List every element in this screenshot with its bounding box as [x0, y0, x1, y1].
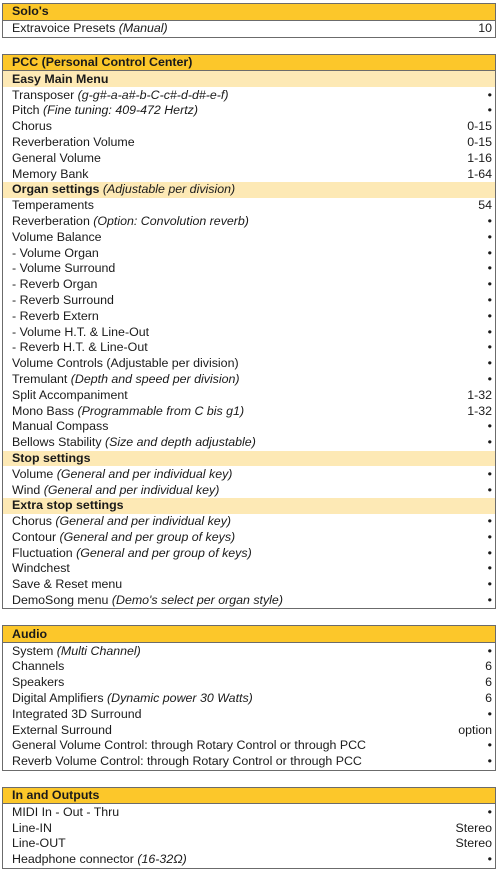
spec-label [3, 577, 250, 593]
feature-name: - Reverb Surround [12, 292, 114, 307]
subsection-header [3, 71, 496, 87]
feature-name: Transposer [12, 87, 78, 102]
feature-note: (g-g#-a-a#-b-C-c#-d-d#-e-f) [77, 87, 229, 102]
spec-label [3, 593, 283, 609]
feature-value: • [487, 308, 492, 323]
section-title: Solo's [3, 4, 496, 21]
feature-name: Windchest [12, 561, 70, 576]
spec-label [3, 435, 256, 451]
spec-row [3, 103, 496, 119]
feature-note: (Option: Convolution reverb) [93, 213, 249, 228]
spec-row [3, 754, 496, 770]
spec-table [2, 787, 496, 869]
feature-name: Contour [12, 529, 60, 544]
feature-value [249, 498, 496, 514]
feature-name: Reverb Volume Control: through Rotary Control or through PCC [12, 754, 362, 769]
spec-row [3, 820, 496, 836]
subsection-header [3, 451, 496, 467]
feature-name: Extravoice Presets [12, 21, 119, 36]
subsection-title: Extra stop settings [12, 498, 124, 513]
spec-label [3, 135, 250, 151]
feature-value: 10 [478, 21, 492, 36]
section-gap [2, 609, 496, 625]
spec-label [3, 372, 250, 388]
feature-value: • [487, 754, 492, 769]
spec-row [3, 804, 496, 820]
feature-name: Bellows Stability [12, 435, 105, 450]
spec-label [3, 166, 250, 182]
spec-label [3, 836, 250, 852]
spec-row [3, 356, 496, 372]
feature-name: Mono Bass [12, 403, 78, 418]
spec-row [3, 435, 496, 451]
feature-note: (General and per individual key) [56, 466, 233, 481]
feature-value: • [487, 277, 492, 292]
spec-label [3, 387, 250, 403]
spec-row [3, 166, 496, 182]
spec-label [3, 245, 250, 261]
spec-label [3, 214, 250, 230]
spec-row [3, 403, 496, 419]
feature-note: (General and per individual key) [43, 482, 220, 497]
feature-value: • [487, 292, 492, 307]
feature-name: - Volume Organ [12, 245, 99, 260]
feature-value [249, 182, 496, 198]
feature-value [249, 451, 496, 467]
feature-value: • [487, 643, 492, 658]
feature-value [249, 71, 496, 87]
feature-name: Line-IN [12, 820, 52, 835]
feature-value: 1-64 [467, 166, 492, 181]
spec-row [3, 229, 496, 245]
feature-value: • [487, 229, 492, 244]
feature-name: System [12, 643, 57, 658]
spec-label [3, 20, 250, 37]
section-title: PCC (Personal Control Center) [3, 54, 496, 71]
spec-label [3, 706, 250, 722]
feature-note: (Depth and speed per division) [70, 371, 240, 386]
feature-note: (Programmable from C bis g1) [77, 403, 245, 418]
spec-label [3, 293, 250, 309]
spec-label [3, 340, 250, 356]
feature-name: Headphone connector [12, 852, 138, 867]
spec-row [3, 659, 496, 675]
feature-value: • [487, 545, 492, 560]
spec-row [3, 852, 496, 868]
spec-label [3, 150, 250, 166]
feature-value: • [487, 804, 492, 819]
feature-name: External Surround [12, 722, 112, 737]
feature-note: (Demo's select per organ style) [111, 593, 283, 608]
feature-value: 6 [485, 691, 492, 706]
feature-name: Wind [12, 482, 44, 497]
spec-row [3, 277, 496, 293]
spec-label [3, 852, 250, 868]
section-title: In and Outputs [3, 787, 496, 804]
spec-label [3, 820, 250, 836]
feature-name: General Volume [12, 150, 101, 165]
feature-value: 6 [485, 675, 492, 690]
feature-name: Save & Reset menu [12, 577, 123, 592]
feature-name: - Volume H.T. & Line-Out [12, 324, 150, 339]
spec-row [3, 340, 496, 356]
feature-note: (General and per group of keys) [59, 529, 236, 544]
spec-label [3, 482, 250, 498]
feature-value: 1-16 [467, 150, 492, 165]
feature-value: • [487, 466, 492, 481]
feature-value: • [487, 561, 492, 576]
feature-note: (Adjustable per division) [102, 182, 236, 197]
spec-label [3, 356, 250, 372]
feature-name: Memory Bank [12, 166, 89, 181]
spec-row [3, 293, 496, 309]
spec-row [3, 119, 496, 135]
feature-name: Chorus [12, 514, 56, 529]
spec-row [3, 675, 496, 691]
feature-note: (Size and depth adjustable) [104, 435, 256, 450]
feature-name: - Volume Surround [12, 261, 116, 276]
spec-label [3, 466, 250, 482]
feature-value: 0-15 [467, 134, 492, 149]
spec-label [3, 659, 250, 675]
feature-value: • [487, 419, 492, 434]
feature-value: 0-15 [467, 119, 492, 134]
feature-value: option [458, 722, 492, 737]
spec-row [3, 214, 496, 230]
feature-note: (Manual) [118, 21, 168, 36]
section-header [3, 787, 496, 804]
feature-name: Integrated 3D Surround [12, 706, 142, 721]
spec-label [3, 691, 253, 707]
feature-value: Stereo [455, 836, 492, 851]
spec-table [2, 3, 496, 38]
spec-label [3, 403, 250, 419]
feature-value: 1-32 [467, 403, 492, 418]
feature-name: Reverberation Volume [12, 134, 135, 149]
feature-value: • [487, 593, 492, 608]
spec-row [3, 514, 496, 530]
spec-table [2, 54, 496, 610]
feature-name: Manual Compass [12, 419, 109, 434]
feature-name: Pitch [12, 103, 43, 118]
feature-name: Speakers [12, 675, 65, 690]
feature-name: - Reverb H.T. & Line-Out [12, 340, 148, 355]
subsection-title: Organ settings [12, 182, 103, 197]
subsection-header [3, 498, 496, 514]
feature-name: MIDI In - Out - Thru [12, 804, 120, 819]
section-title: Audio [3, 626, 496, 643]
feature-value: • [487, 213, 492, 228]
feature-value: • [487, 356, 492, 371]
subsection-title: Easy Main Menu [12, 71, 109, 86]
spec-label [3, 561, 250, 577]
spec-label [3, 675, 250, 691]
spec-label [3, 103, 250, 119]
feature-name: Volume [12, 466, 57, 481]
spec-table [2, 625, 496, 770]
feature-note: (Fine tuning: 409-472 Hertz) [43, 103, 198, 118]
spec-label [3, 419, 250, 435]
feature-name: - Reverb Extern [12, 308, 99, 323]
feature-note: (General and per individual key) [55, 514, 232, 529]
spec-label [3, 451, 250, 467]
spec-row [3, 372, 496, 388]
feature-value: • [487, 261, 492, 276]
spec-row [3, 722, 496, 738]
spec-label [3, 804, 250, 820]
feature-name: Channels [12, 659, 65, 674]
spec-label [3, 722, 250, 738]
spec-row [3, 135, 496, 151]
feature-value: 54 [478, 198, 492, 213]
spec-row [3, 324, 496, 340]
feature-value: • [487, 245, 492, 260]
feature-note: (Multi Channel) [56, 643, 141, 658]
feature-value: • [487, 529, 492, 544]
feature-value: • [487, 435, 492, 450]
spec-label [3, 545, 250, 561]
section-gap [2, 38, 496, 54]
spec-row [3, 561, 496, 577]
spec-row [3, 466, 496, 482]
feature-value: • [487, 514, 492, 529]
feature-value: • [487, 706, 492, 721]
spec-row [3, 545, 496, 561]
feature-name: Split Accompaniment [12, 387, 128, 402]
spec-row [3, 245, 496, 261]
feature-name: Chorus [12, 119, 52, 134]
spec-label [3, 308, 250, 324]
spec-row [3, 198, 496, 214]
spec-row [3, 482, 496, 498]
feature-note: (Dynamic power 30 Watts) [107, 691, 253, 706]
spec-label [3, 514, 250, 530]
feature-name: General Volume Control: through Rotary Control or through PCC [12, 738, 366, 753]
section-header [3, 626, 496, 643]
spec-label [3, 119, 250, 135]
spec-row [3, 836, 496, 852]
feature-name: Tremulant [12, 371, 71, 386]
feature-name: Fluctuation [12, 545, 77, 560]
feature-value: • [487, 852, 492, 867]
spec-label [3, 643, 250, 659]
feature-name: Volume Controls (Adjustable per division) [12, 356, 239, 371]
spec-label [3, 530, 250, 546]
spec-row [3, 387, 496, 403]
spec-label [3, 198, 250, 214]
feature-value: 6 [485, 659, 492, 674]
spec-label [3, 738, 366, 754]
spec-row [3, 738, 496, 754]
spec-row [3, 419, 496, 435]
feature-name: DemoSong menu [12, 593, 112, 608]
feature-name: - Reverb Organ [12, 277, 98, 292]
feature-name: Line-OUT [12, 836, 66, 851]
spec-row [3, 530, 496, 546]
feature-name: Volume Balance [12, 229, 102, 244]
feature-value: • [487, 340, 492, 355]
feature-value: 1-32 [467, 387, 492, 402]
feature-note: (General and per group of keys) [76, 545, 252, 560]
spec-row [3, 706, 496, 722]
feature-value: • [487, 738, 492, 753]
feature-name: Digital Amplifiers [12, 691, 108, 706]
feature-value: • [487, 324, 492, 339]
feature-value: • [487, 103, 492, 118]
spec-row [3, 20, 496, 37]
subsection-title: Stop settings [12, 450, 91, 465]
feature-note: (16-32Ω) [137, 852, 187, 867]
feature-value: Stereo [455, 820, 492, 835]
spec-row [3, 691, 496, 707]
spec-row [3, 643, 496, 659]
spec-label [3, 87, 250, 103]
spec-row [3, 261, 496, 277]
section-gap [2, 771, 496, 787]
subsection-header [3, 182, 496, 198]
spec-row [3, 308, 496, 324]
feature-value: • [487, 87, 492, 102]
feature-value: • [487, 371, 492, 386]
spec-label [3, 754, 362, 770]
spec-row [3, 150, 496, 166]
spec-label [3, 498, 250, 514]
spec-label [3, 229, 250, 245]
section-header [3, 54, 496, 71]
feature-value: • [487, 482, 492, 497]
feature-value: • [487, 577, 492, 592]
spec-label [3, 182, 250, 198]
spec-row [3, 577, 496, 593]
feature-name: Temperaments [12, 198, 94, 213]
feature-name: Reverberation [12, 213, 94, 228]
spec-row [3, 87, 496, 103]
spec-row [3, 593, 496, 609]
section-header [3, 4, 496, 21]
spec-label [3, 324, 250, 340]
spec-label [3, 277, 250, 293]
spec-label [3, 71, 250, 87]
spec-label [3, 261, 250, 277]
